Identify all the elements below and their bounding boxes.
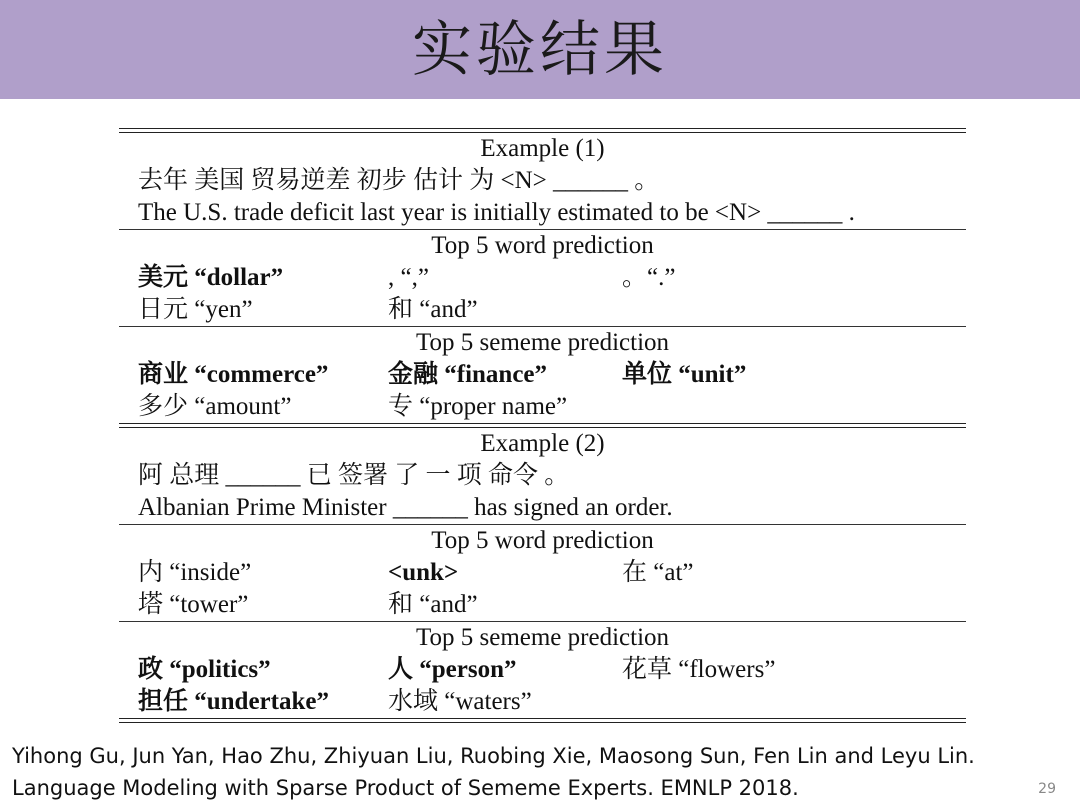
table-row	[119, 654, 966, 686]
page-number: 29	[1038, 781, 1056, 797]
prediction-cell: 花草 “flowers”	[622, 656, 776, 683]
table-row	[119, 294, 966, 326]
prediction-cell: 水域 “waters”	[388, 688, 532, 715]
prediction-cell: 在 “at”	[622, 559, 694, 586]
prediction-cell: 担任 “undertake”	[138, 688, 329, 715]
citation	[12, 740, 1022, 804]
example1-heading: Example (1)	[480, 135, 605, 162]
table-row	[119, 391, 966, 423]
table-row	[119, 686, 966, 718]
example1-sememe-pred-heading: Top 5 sememe prediction	[415, 329, 670, 356]
prediction-cell: 内 “inside”	[138, 559, 252, 586]
prediction-cell: 美元 “dollar”	[138, 264, 284, 291]
prediction-cell: 塔 “tower”	[138, 591, 249, 618]
prediction-cell: 政 “politics”	[138, 656, 271, 683]
prediction-cell: <unk>	[388, 559, 459, 586]
example2-word-pred-heading: Top 5 word prediction	[431, 527, 654, 554]
example2-sememe-pred-heading: Top 5 sememe prediction	[415, 624, 670, 651]
prediction-cell: , “,”	[388, 264, 429, 291]
prediction-cell: 金融 “finance”	[388, 361, 548, 388]
table-row	[119, 359, 966, 391]
example2-translation: Albanian Prime Minister ______ has signed an order.	[138, 494, 673, 521]
example2-heading: Example (2)	[480, 430, 605, 457]
slide-header	[0, 0, 1080, 99]
prediction-cell: 商业 “commerce”	[138, 361, 329, 388]
example1-source: 去年 美国 贸易逆差 初步 估计 为 <N> ______ 。	[138, 167, 660, 194]
prediction-cell: 专 “proper name”	[388, 393, 568, 420]
table-bottom-rule	[119, 718, 966, 723]
example2-source: 阿 总理 ______ 已 签署 了 一 项 命令 。	[138, 462, 570, 489]
prediction-cell: 日元 “yen”	[138, 296, 253, 323]
prediction-cell: 。“.”	[622, 264, 676, 291]
example1-translation: The U.S. trade deficit last year is initially estimated to be <N> ______ .	[138, 199, 855, 226]
prediction-cell: 单位 “unit”	[622, 361, 747, 388]
slide-title: 实验结果	[412, 14, 668, 85]
example1-word-pred-heading: Top 5 word prediction	[431, 232, 654, 259]
table-row	[119, 557, 966, 589]
citation-authors: Yihong Gu, Jun Yan, Hao Zhu, Zhiyuan Liu, Ruobing Xie, Maosong Sun, Fen Lin and Leyu Lin.	[12, 744, 975, 768]
prediction-cell: 多少 “amount”	[138, 393, 292, 420]
table-row	[119, 589, 966, 621]
table-row	[119, 262, 966, 294]
citation-title: Language Modeling with Sparse Product of Sememe Experts. EMNLP 2018.	[12, 776, 799, 800]
prediction-cell: 和 “and”	[388, 591, 478, 618]
results-table	[119, 128, 966, 723]
prediction-cell: 人 “person”	[388, 656, 517, 683]
prediction-cell: 和 “and”	[388, 296, 478, 323]
